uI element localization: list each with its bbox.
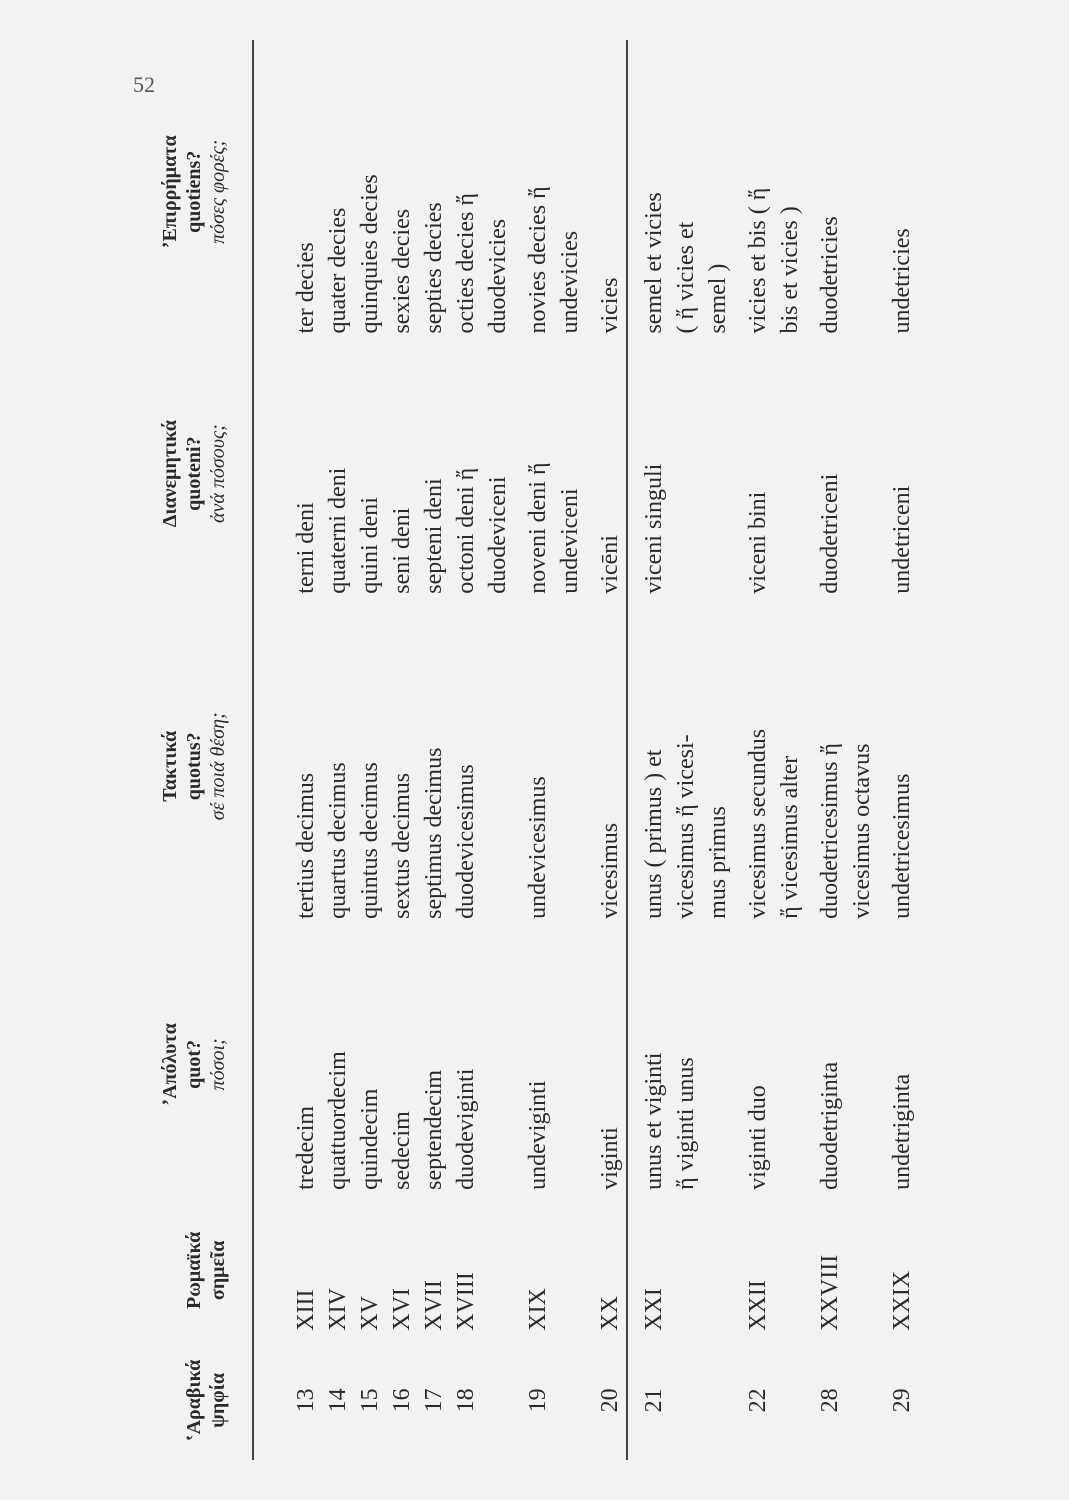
header-absolute-latin: quot? — [183, 1039, 205, 1089]
cell-adverb — [386, 40, 418, 344]
table-row — [806, 40, 878, 1460]
cell-absolute — [354, 929, 386, 1200]
cell-adverb-line: duodetricies — [817, 216, 843, 334]
cell-adverb — [450, 40, 514, 344]
header-ordinal-question: σέ ποιά θέση; — [207, 712, 229, 821]
table-row — [322, 40, 354, 1460]
cell-distributive — [734, 344, 806, 604]
table-row — [514, 40, 586, 1460]
cell-adverb — [734, 40, 806, 344]
cell-arabic: 20 — [597, 1388, 623, 1413]
cell-ordinal-line: sextus decimus — [389, 772, 415, 919]
cell-ordinal — [418, 604, 450, 929]
table-row — [354, 40, 386, 1460]
header-roman — [150, 1200, 253, 1341]
cell-adverb-line: octies decies ἤ — [453, 193, 479, 334]
table-header-row — [150, 40, 253, 1460]
cell-adverb-line: bis et vicies ) — [777, 206, 803, 334]
header-ordinal — [150, 604, 253, 929]
cell-adverb-line: septies decies — [421, 202, 447, 334]
cell-adverb — [586, 40, 627, 344]
cell-absolute-line: quindecim — [357, 1088, 383, 1190]
cell-ordinal-line: mus primus — [705, 806, 731, 919]
cell-distributive — [354, 344, 386, 604]
table-row — [734, 40, 806, 1460]
header-roman-title: Ρωμαϊκά — [183, 1231, 205, 1309]
cell-roman: XVIII — [453, 1272, 479, 1331]
cell-adverb — [514, 40, 586, 344]
table-row — [253, 40, 322, 1460]
cell-distributive — [322, 344, 354, 604]
cell-absolute-line: duodetriginta — [817, 1061, 843, 1190]
header-roman-sub: σημεῖα — [207, 1240, 229, 1301]
cell-distributive — [586, 344, 627, 604]
cell-absolute-line: undetriginta — [889, 1073, 915, 1190]
table-row — [627, 40, 734, 1460]
cell-adverb — [627, 40, 734, 344]
cell-adverb — [806, 40, 878, 344]
cell-roman: XXIX — [889, 1270, 915, 1331]
numerals-table-container — [150, 40, 990, 1460]
cell-roman: XIII — [293, 1289, 319, 1331]
cell-adverb — [418, 40, 450, 344]
cell-adverb-line: duodevicies — [485, 218, 511, 334]
cell-ordinal-line: duodetricesimus ἤ — [817, 743, 843, 919]
cell-roman: XXI — [627, 1200, 734, 1341]
cell-absolute-line: tredecim — [293, 1105, 319, 1190]
header-distributive-question: ἀνά πόσους; — [207, 424, 229, 523]
cell-distributive-line: viceni singuli — [641, 463, 667, 594]
cell-ordinal — [354, 604, 386, 929]
cell-ordinal — [450, 604, 514, 929]
header-ordinal-latin: quotus? — [183, 732, 205, 801]
header-adverb — [150, 40, 253, 344]
cell-absolute — [806, 929, 878, 1200]
header-adverb-title: ʼΕπιρρήματα — [159, 135, 181, 249]
cell-distributive — [806, 344, 878, 604]
cell-arabic: 21 — [627, 1341, 734, 1460]
cell-arabic: 15 — [357, 1388, 383, 1413]
table-row — [450, 40, 514, 1460]
cell-roman: XV — [357, 1296, 383, 1331]
cell-ordinal-line: vicesimus secundus — [745, 728, 771, 919]
cell-ordinal-line: undevicesimus — [525, 776, 551, 919]
cell-distributive-line: duodetriceni — [817, 473, 843, 594]
cell-adverb-line: ter decies — [293, 242, 319, 334]
cell-adverb-line: quinquies decies — [357, 174, 383, 334]
cell-ordinal — [806, 604, 878, 929]
header-arabic-sub: ψηφία — [207, 1372, 229, 1428]
cell-arabic: 17 — [421, 1388, 447, 1413]
cell-distributive-line: undeviceni — [557, 488, 583, 594]
cell-absolute — [878, 929, 918, 1200]
cell-distributive — [386, 344, 418, 604]
cell-roman: XX — [597, 1296, 623, 1331]
cell-distributive-line: septeni deni — [421, 478, 447, 594]
header-distributive-latin: quoteni? — [183, 436, 205, 511]
cell-absolute — [514, 929, 586, 1200]
cell-ordinal-line: vicesimus octavus — [849, 743, 875, 919]
cell-distributive — [418, 344, 450, 604]
table-row — [386, 40, 418, 1460]
cell-absolute — [586, 929, 627, 1200]
cell-distributive — [253, 344, 322, 604]
cell-ordinal-line: vicesimus ἤ vicesi- — [673, 734, 699, 919]
cell-roman: XVI — [389, 1288, 415, 1331]
cell-adverb-line: semel et vicies — [641, 192, 667, 334]
cell-distributive — [878, 344, 918, 604]
cell-distributive-line: octoni deni ἤ — [453, 467, 479, 594]
header-ordinal-title: Τακτικά — [159, 730, 181, 802]
cell-ordinal-line: tertius decimus — [293, 772, 319, 919]
cell-ordinal — [322, 604, 354, 929]
header-adverb-question: πόσες φορές; — [207, 139, 229, 244]
cell-roman: XXII — [745, 1280, 771, 1331]
cell-ordinal — [734, 604, 806, 929]
numerals-table — [150, 40, 918, 1460]
cell-ordinal — [586, 604, 627, 929]
cell-distributive-line: quini deni — [357, 497, 383, 594]
page-number: 52 — [133, 72, 155, 97]
cell-roman: XXVIII — [817, 1254, 843, 1331]
cell-ordinal-line: ἤ vicesimus alter — [777, 755, 803, 919]
cell-distributive-line: quaterni deni — [325, 467, 351, 594]
cell-ordinal — [514, 604, 586, 929]
header-absolute — [150, 929, 253, 1200]
table-row — [878, 40, 918, 1460]
cell-absolute — [734, 929, 806, 1200]
cell-ordinal-line: undetricesimus — [889, 773, 915, 919]
cell-roman: XVII — [421, 1280, 447, 1331]
cell-distributive — [514, 344, 586, 604]
cell-absolute — [627, 929, 734, 1200]
cell-adverb-line: vicies — [597, 277, 623, 334]
cell-absolute-line: duodeviginti — [453, 1068, 479, 1190]
cell-arabic: 16 — [389, 1388, 415, 1413]
cell-adverb — [253, 40, 322, 344]
cell-distributive-line: undetriceni — [889, 485, 915, 594]
cell-arabic: 22 — [745, 1388, 771, 1413]
cell-ordinal-line: unus ( primus ) et — [641, 749, 667, 919]
cell-ordinal-line: quintus decimus — [357, 762, 383, 919]
cell-distributive-line: vicēni — [597, 535, 623, 594]
cell-arabic: 29 — [889, 1388, 915, 1413]
cell-absolute — [322, 929, 354, 1200]
cell-absolute-line: quattuordecim — [325, 1051, 351, 1190]
cell-ordinal — [627, 604, 734, 929]
header-arabic — [150, 1341, 253, 1460]
table-body — [253, 40, 918, 1460]
cell-absolute-line: viginti duo — [745, 1085, 771, 1190]
header-distributive — [150, 344, 253, 604]
header-adverb-latin: quotiens? — [183, 150, 205, 233]
cell-adverb — [354, 40, 386, 344]
cell-ordinal-line: duodevicesimus — [453, 764, 479, 919]
cell-absolute-line: ἤ viginti unus — [673, 1057, 699, 1190]
cell-distributive-line: terni deni — [293, 502, 319, 594]
cell-absolute — [253, 929, 322, 1200]
header-distributive-title: Διανεμητικά — [159, 420, 181, 528]
cell-absolute — [450, 929, 514, 1200]
cell-ordinal — [878, 604, 918, 929]
header-absolute-title: ʼΑπόλυτα — [159, 1023, 181, 1106]
cell-adverb-line: novies decies ἤ — [525, 186, 551, 334]
cell-ordinal-line: quartus decimus — [325, 762, 351, 919]
cell-adverb-line: undevicies — [557, 230, 583, 334]
cell-arabic: 13 — [293, 1388, 319, 1413]
table-row — [586, 40, 627, 1460]
cell-ordinal-line: vicesimus — [597, 822, 623, 919]
cell-adverb-line: quater decies — [325, 207, 351, 334]
cell-adverb-line: semel ) — [705, 263, 731, 334]
cell-distributive-line: duodeviceni — [485, 476, 511, 594]
cell-absolute-line: septendecim — [421, 1069, 447, 1190]
cell-adverb-line: sexies decies — [389, 208, 415, 334]
header-absolute-question: πόσοι; — [207, 1038, 229, 1091]
cell-adverb — [878, 40, 918, 344]
cell-ordinal-line: septimus decimus — [421, 747, 447, 919]
cell-arabic: 28 — [817, 1388, 843, 1413]
cell-absolute — [386, 929, 418, 1200]
cell-adverb-line: vicies et bis ( ἤ — [745, 187, 771, 334]
cell-distributive-line: noveni deni ἤ — [525, 462, 551, 594]
table-row — [418, 40, 450, 1460]
cell-roman: XIX — [525, 1288, 551, 1331]
cell-adverb-line: ( ἤ vicies et — [673, 221, 699, 334]
cell-distributive — [627, 344, 734, 604]
header-arabic-title: ʽΑραβικά — [183, 1359, 205, 1442]
cell-absolute-line: unus et viginti — [641, 1052, 667, 1190]
cell-distributive-line: seni deni — [389, 507, 415, 594]
cell-arabic: 14 — [325, 1388, 351, 1413]
cell-absolute-line: sedecim — [389, 1111, 415, 1190]
cell-distributive-line: viceni bini — [745, 491, 771, 594]
cell-ordinal — [253, 604, 322, 929]
cell-arabic: 18 — [453, 1388, 479, 1413]
cell-adverb-line: undetricies — [889, 228, 915, 334]
cell-ordinal — [386, 604, 418, 929]
cell-roman: XIV — [325, 1288, 351, 1331]
cell-absolute-line: viginti — [597, 1127, 623, 1190]
cell-arabic: 19 — [525, 1388, 551, 1413]
cell-absolute — [418, 929, 450, 1200]
cell-adverb — [322, 40, 354, 344]
cell-absolute-line: undeviginti — [525, 1080, 551, 1190]
cell-distributive — [450, 344, 514, 604]
